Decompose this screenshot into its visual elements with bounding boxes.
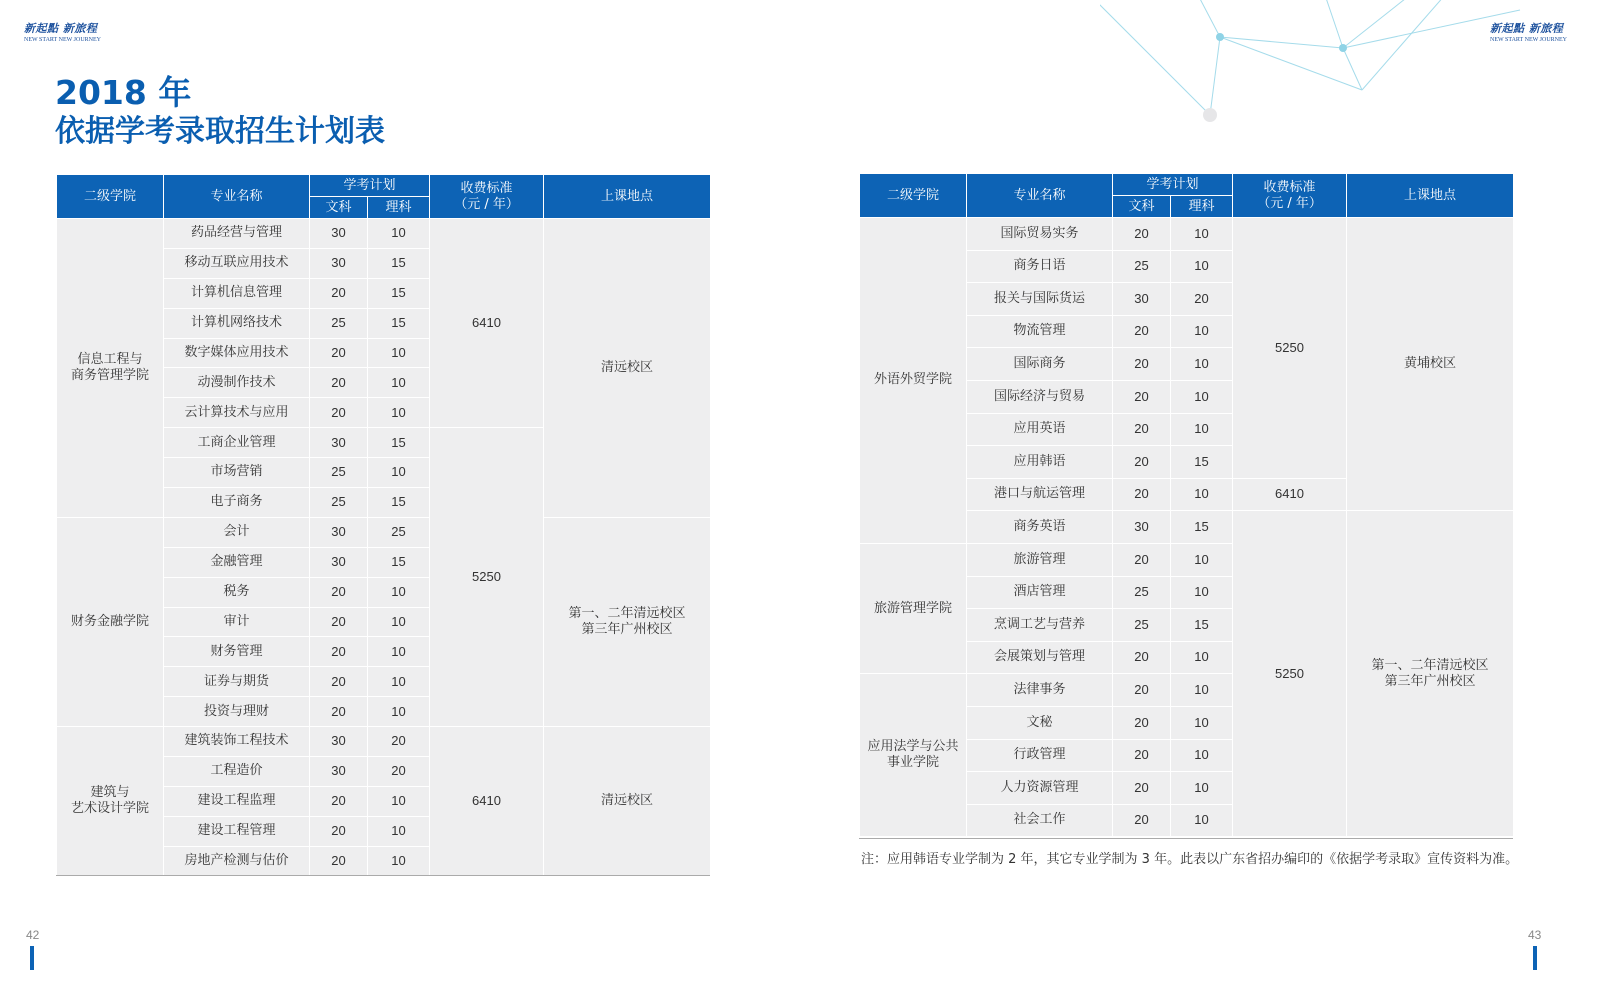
title-year: 2018 年 [55,73,192,112]
major-cell: 国际贸易实务 [967,218,1113,251]
major-cell: 房地产检测与估价 [164,846,310,876]
location-cell [544,219,711,518]
major-cell: 社会工作 [967,804,1113,837]
header-college: 二级学院 [860,174,967,218]
location-line2: 第三年广州校区 [581,622,673,638]
arts-quota-cell: 30 [310,248,368,278]
major-cell: 行政管理 [967,739,1113,772]
science-quota-cell: 10 [368,697,430,727]
arts-quota-cell: 30 [310,547,368,577]
arts-quota-cell: 30 [1113,511,1171,544]
major-cell: 移动互联应用技术 [164,248,310,278]
major-cell: 烹调工艺与营养 [967,609,1113,642]
fee-cell: 5250 [1233,511,1347,837]
footnote: 注：应用韩语专业学制为 2 年，其它专业学制为 3 年。此表以广东省招办编印的《依据学考录取》宣传资料为准。 [861,852,1519,867]
science-quota-cell: 10 [1171,576,1233,609]
science-quota-cell: 15 [368,278,430,308]
major-cell: 工商企业管理 [164,428,310,458]
college-cell [57,517,164,726]
science-quota-cell: 10 [368,398,430,428]
header-arts: 文科 [310,197,368,219]
science-quota-cell: 10 [1171,348,1233,381]
science-quota-cell: 10 [1171,772,1233,805]
page-number-left: 42 [26,928,40,942]
major-cell: 商务英语 [967,511,1113,544]
arts-quota-cell: 20 [1113,739,1171,772]
college-line2: 艺术设计学院 [70,801,149,817]
arts-quota-cell: 25 [310,488,368,518]
major-cell: 建设工程监理 [164,786,310,816]
arts-quota-cell: 20 [310,667,368,697]
major-cell: 税务 [164,577,310,607]
major-cell: 证券与期货 [164,667,310,697]
brand-logo-left [24,20,116,43]
science-quota-cell: 20 [1171,283,1233,316]
major-cell: 国际经济与贸易 [967,380,1113,413]
network-decoration-graphic [1100,0,1560,130]
major-cell: 商务日语 [967,250,1113,283]
arts-quota-cell: 30 [310,428,368,458]
science-quota-cell: 25 [368,517,430,547]
arts-quota-cell: 30 [310,219,368,249]
table-bottom-rule-right [859,838,1513,839]
arts-quota-cell: 20 [1113,218,1171,251]
science-quota-cell: 10 [368,607,430,637]
science-quota-cell: 10 [1171,250,1233,283]
location-line1: 清远校区 [601,793,654,809]
logo-tagline: NEW START NEW JOURNEY [1490,37,1567,43]
header-plan: 学考计划 [310,175,430,197]
arts-quota-cell: 20 [1113,772,1171,805]
major-cell: 工程造价 [164,757,310,787]
header-major: 专业名称 [164,175,310,219]
header-fee [430,175,544,219]
science-quota-cell: 10 [1171,478,1233,511]
arts-quota-cell: 20 [310,846,368,876]
college-cell [57,727,164,876]
arts-quota-cell: 20 [310,637,368,667]
college-cell [860,674,967,837]
location-cell [1347,218,1514,511]
header-location: 上课地点 [544,175,711,219]
science-quota-cell: 20 [368,757,430,787]
page-marker-left [30,946,34,970]
college-line1: 应用法学与公共 [867,739,959,755]
enrollment-plan-table-left [56,174,711,877]
science-quota-cell: 15 [1171,446,1233,479]
location-line1: 黄埔校区 [1404,356,1457,372]
major-cell: 会计 [164,517,310,547]
major-cell: 计算机网络技术 [164,308,310,338]
arts-quota-cell: 25 [310,308,368,338]
science-quota-cell: 10 [368,368,430,398]
science-quota-cell: 10 [1171,218,1233,251]
science-quota-cell: 10 [1171,315,1233,348]
major-cell: 市场营销 [164,458,310,488]
arts-quota-cell: 20 [1113,674,1171,707]
arts-quota-cell: 20 [1113,446,1171,479]
fee-cell: 5250 [430,428,544,727]
location-line1: 第一、二年清远校区 [568,605,686,621]
header-fee-line2: （元 / 年） [454,196,519,212]
fee-cell: 6410 [1233,478,1347,511]
arts-quota-cell: 20 [1113,348,1171,381]
major-cell: 审计 [164,607,310,637]
science-quota-cell: 15 [1171,609,1233,642]
page-marker-right [1533,946,1537,970]
arts-quota-cell: 20 [1113,380,1171,413]
major-cell: 报关与国际货运 [967,283,1113,316]
arts-quota-cell: 30 [310,757,368,787]
major-cell: 酒店管理 [967,576,1113,609]
major-cell: 电子商务 [164,488,310,518]
arts-quota-cell: 20 [1113,641,1171,674]
major-cell: 建设工程管理 [164,816,310,846]
major-cell: 文秘 [967,706,1113,739]
location-cell [544,727,711,876]
science-quota-cell: 10 [1171,739,1233,772]
header-college: 二级学院 [57,175,164,219]
science-quota-cell: 10 [368,577,430,607]
arts-quota-cell: 30 [1113,283,1171,316]
arts-quota-cell: 20 [1113,315,1171,348]
arts-quota-cell: 20 [310,786,368,816]
location-line1: 第一、二年清远校区 [1371,657,1489,673]
header-fee-line1: 收费标准 [460,180,513,196]
science-quota-cell: 15 [368,547,430,577]
arts-quota-cell: 20 [310,368,368,398]
science-quota-cell: 10 [368,816,430,846]
arts-quota-cell: 20 [1113,706,1171,739]
arts-quota-cell: 30 [310,727,368,757]
major-cell: 旅游管理 [967,543,1113,576]
header-fee-line2: （元 / 年） [1257,195,1322,211]
arts-quota-cell: 20 [310,577,368,607]
college-line1: 财务金融学院 [70,613,149,629]
science-quota-cell: 15 [368,308,430,338]
arts-quota-cell: 30 [310,517,368,547]
science-quota-cell: 15 [1171,511,1233,544]
table-body-left [57,219,711,877]
header-major: 专业名称 [967,174,1113,218]
arts-quota-cell: 20 [310,816,368,846]
page-title [55,72,385,151]
science-quota-cell: 10 [368,338,430,368]
major-cell: 财务管理 [164,637,310,667]
science-quota-cell: 10 [368,458,430,488]
college-line2: 事业学院 [886,755,939,771]
table-row [860,218,1514,251]
science-quota-cell: 10 [1171,706,1233,739]
header-fee-line1: 收费标准 [1263,179,1316,195]
arts-quota-cell: 20 [310,607,368,637]
logo-script: 新起點 新旅程 [1490,22,1564,35]
college-line1: 旅游管理学院 [873,600,952,616]
header-plan: 学考计划 [1113,174,1233,196]
science-quota-cell: 10 [368,667,430,697]
table-row [57,517,711,547]
location-line2: 第三年广州校区 [1384,673,1476,689]
college-cell [57,219,164,518]
table-bottom-rule-left [56,875,710,876]
major-cell: 应用英语 [967,413,1113,446]
science-quota-cell: 20 [368,727,430,757]
science-quota-cell: 10 [1171,543,1233,576]
science-quota-cell: 10 [368,786,430,816]
major-cell: 应用韩语 [967,446,1113,479]
major-cell: 会展策划与管理 [967,641,1113,674]
arts-quota-cell: 20 [310,398,368,428]
arts-quota-cell: 20 [1113,804,1171,837]
arts-quota-cell: 20 [310,697,368,727]
college-line2: 商务管理学院 [70,367,149,383]
logo-tagline: NEW START NEW JOURNEY [24,37,101,43]
arts-quota-cell: 25 [310,458,368,488]
college-line1: 建筑与 [90,785,130,801]
college-line1: 信息工程与 [77,351,143,367]
science-quota-cell: 10 [368,219,430,249]
arts-quota-cell: 20 [1113,478,1171,511]
major-cell: 动漫制作技术 [164,368,310,398]
arts-quota-cell: 20 [310,278,368,308]
major-cell: 人力资源管理 [967,772,1113,805]
major-cell: 数字媒体应用技术 [164,338,310,368]
major-cell: 国际商务 [967,348,1113,381]
arts-quota-cell: 20 [1113,413,1171,446]
page-number-right: 43 [1528,928,1542,942]
header-fee [1233,174,1347,218]
major-cell: 法律事务 [967,674,1113,707]
location-cell [544,517,711,726]
header-location: 上课地点 [1347,174,1514,218]
college-line1: 外语外贸学院 [873,372,952,388]
science-quota-cell: 15 [368,488,430,518]
location-cell [1347,511,1514,837]
arts-quota-cell: 25 [1113,250,1171,283]
arts-quota-cell: 20 [310,338,368,368]
major-cell: 药品经营与管理 [164,219,310,249]
major-cell: 物流管理 [967,315,1113,348]
header-science: 理科 [368,197,430,219]
science-quota-cell: 10 [1171,804,1233,837]
major-cell: 港口与航运管理 [967,478,1113,511]
science-quota-cell: 15 [368,428,430,458]
location-line1: 清远校区 [601,359,654,375]
arts-quota-cell: 25 [1113,609,1171,642]
science-quota-cell: 10 [1171,674,1233,707]
science-quota-cell: 10 [1171,641,1233,674]
major-cell: 投资与理财 [164,697,310,727]
title-main: 依据学考录取招生计划表 [55,114,385,150]
major-cell: 建筑装饰工程技术 [164,727,310,757]
header-science: 理科 [1171,196,1233,218]
table-row [57,727,711,757]
fee-cell: 5250 [1233,218,1347,479]
fee-cell: 6410 [430,727,544,876]
header-arts: 文科 [1113,196,1171,218]
science-quota-cell: 10 [368,846,430,876]
table-row [57,219,711,249]
logo-script: 新起點 新旅程 [24,22,98,35]
science-quota-cell: 15 [368,248,430,278]
major-cell: 金融管理 [164,547,310,577]
table-body-right [860,218,1514,837]
arts-quota-cell: 20 [1113,543,1171,576]
science-quota-cell: 10 [1171,413,1233,446]
science-quota-cell: 10 [368,637,430,667]
college-cell [860,218,967,544]
fee-cell: 6410 [430,219,544,428]
enrollment-plan-table-right [859,173,1514,837]
arts-quota-cell: 25 [1113,576,1171,609]
science-quota-cell: 10 [1171,380,1233,413]
major-cell: 云计算技术与应用 [164,398,310,428]
major-cell: 计算机信息管理 [164,278,310,308]
college-cell [860,543,967,673]
